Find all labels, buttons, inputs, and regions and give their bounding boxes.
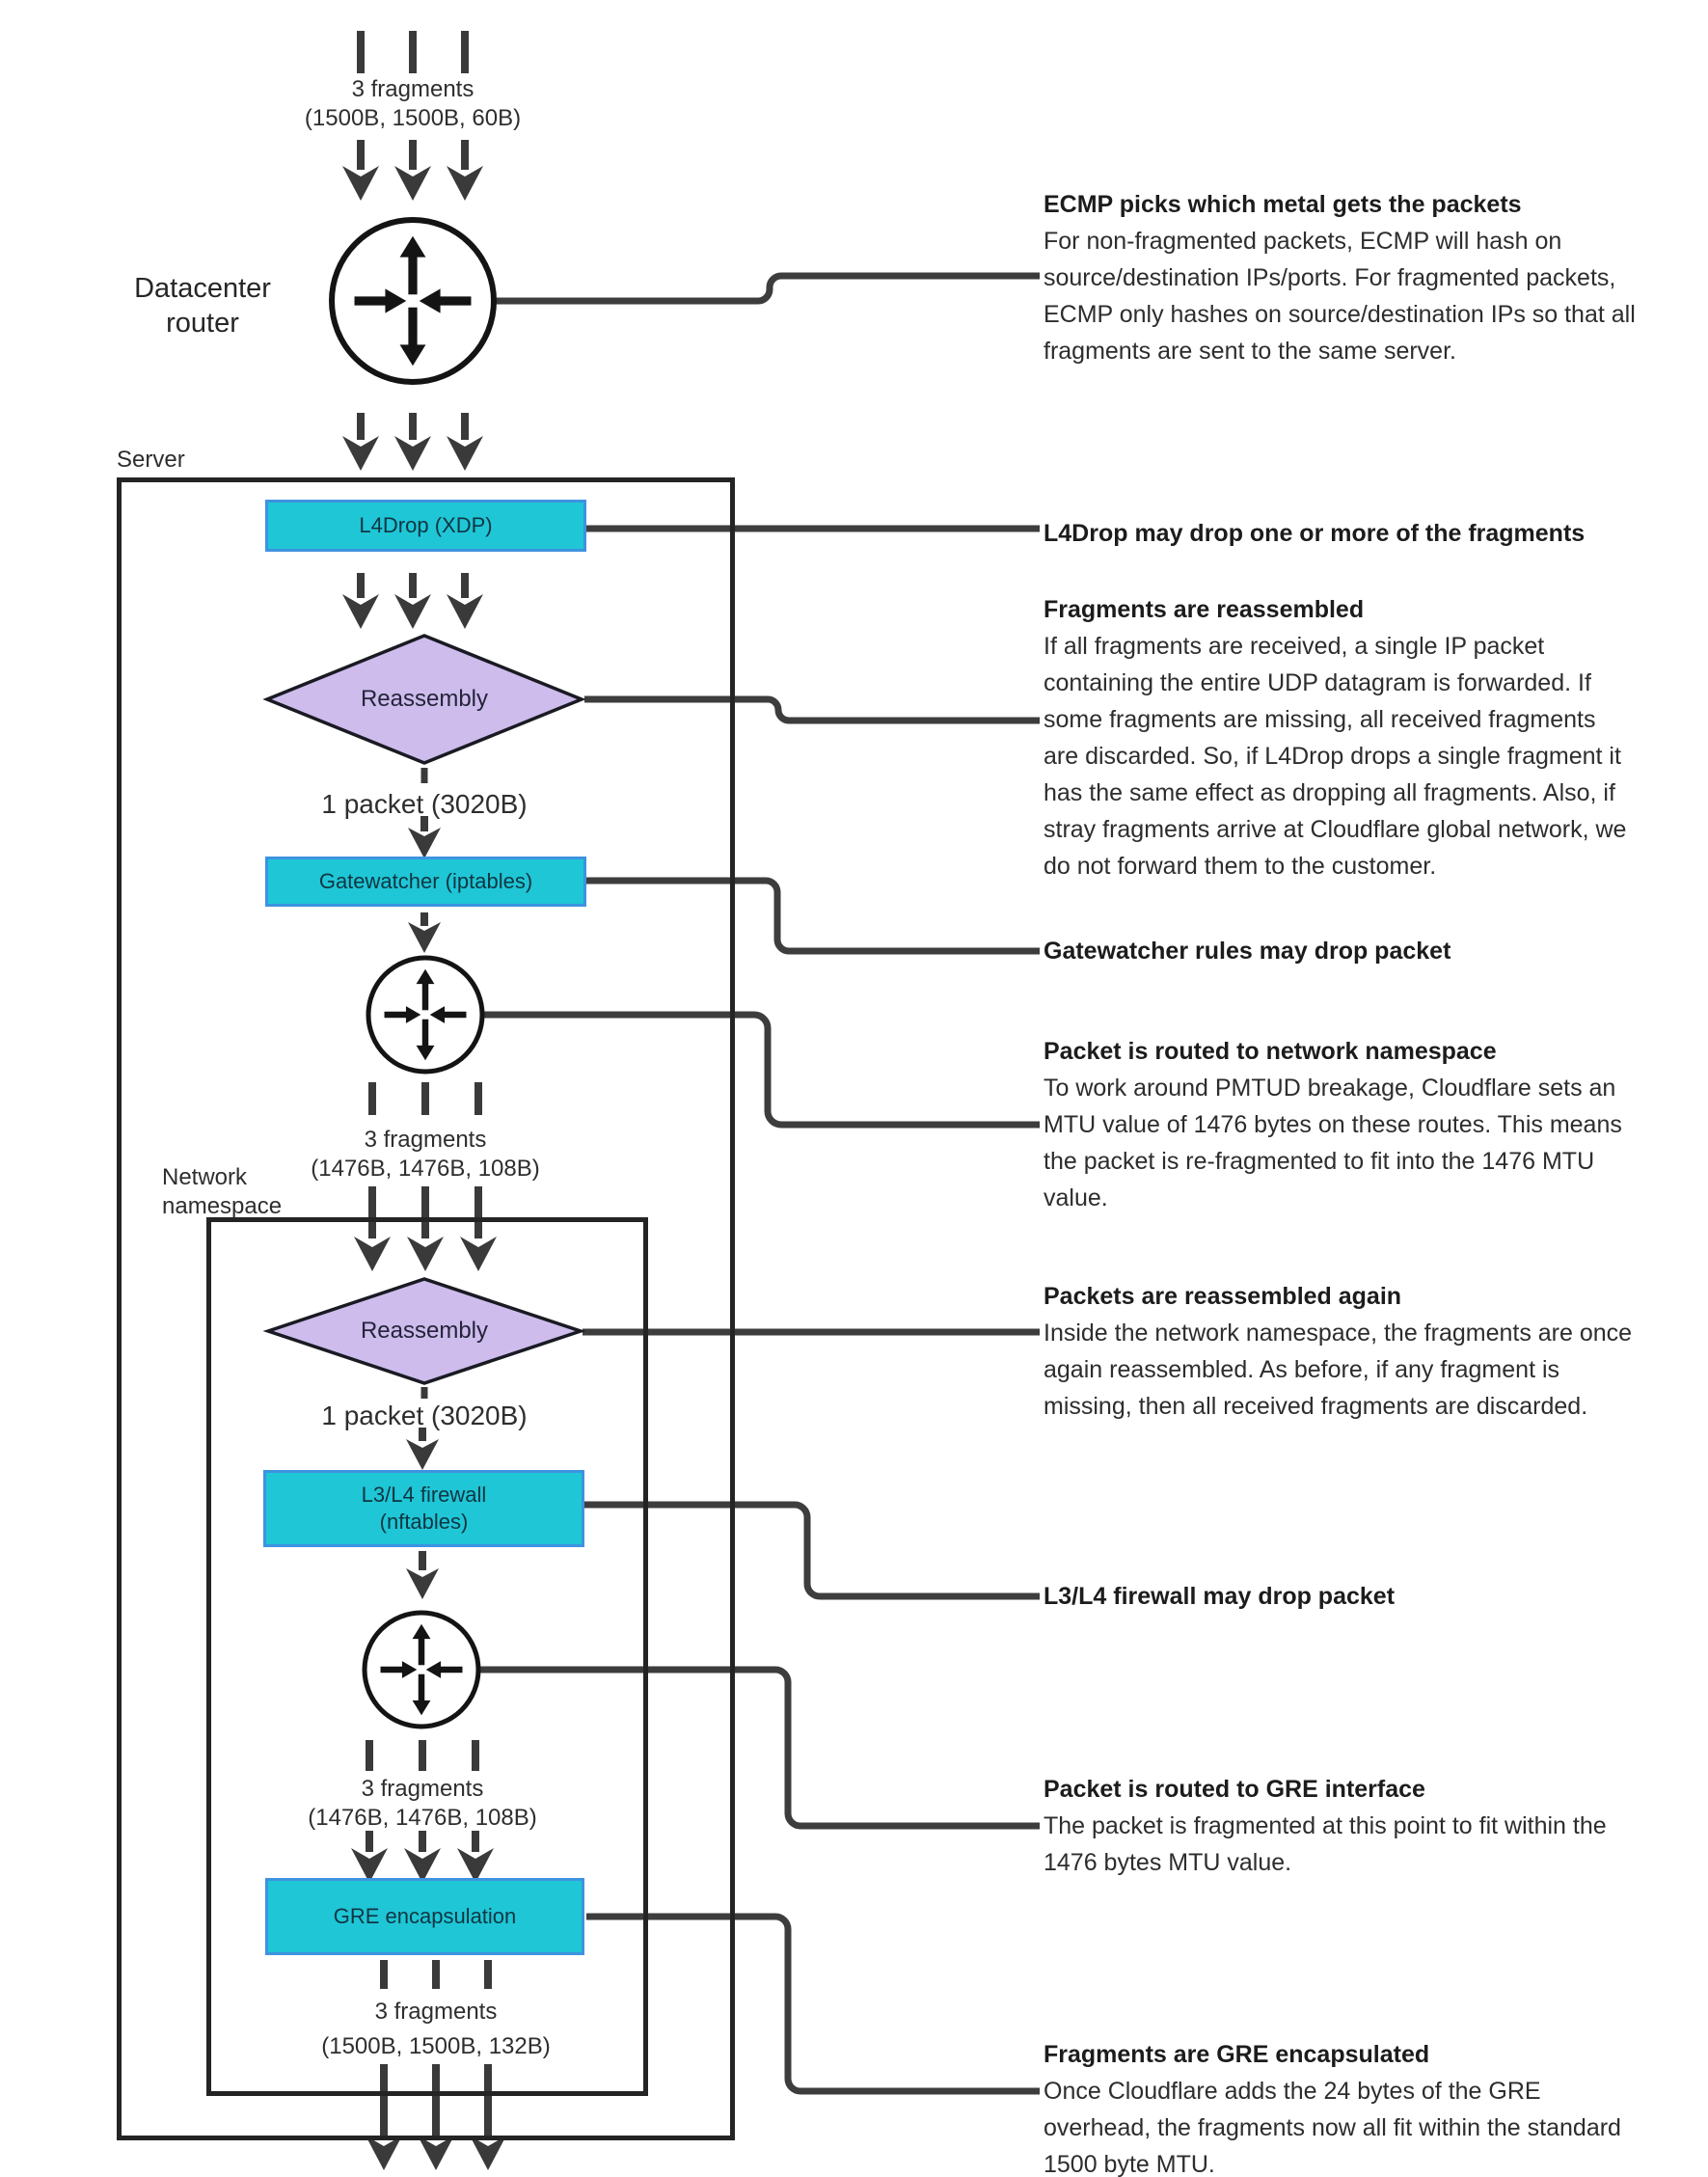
note-gre-encap — [1044, 2036, 1708, 2177]
note-ecmp-title: ECMP picks which metal gets the packets — [1044, 191, 1522, 218]
firewall-label-line2: (nftables) — [379, 1510, 469, 1534]
note-line: To work around PMTUD breakage, Cloudflare sets an — [1044, 1075, 1616, 1102]
arrows-into-router — [342, 140, 483, 201]
note-reassembled-again — [1044, 1278, 1708, 1425]
note-gre-route-title: Packet is routed to GRE interface — [1044, 1776, 1425, 1803]
l4drop-label: L4Drop (XDP) — [359, 513, 493, 537]
note-line: ECMP only hashes on source/destination IPs so that all — [1044, 301, 1636, 328]
top-fragments-count: 3 fragments — [351, 76, 474, 102]
note-line: source/destination IPs/ports. For fragmented packets, — [1044, 264, 1616, 291]
note-line: fragments are sent to the same server. — [1044, 338, 1456, 365]
datacenter-router-label — [87, 271, 318, 340]
note-ecmp — [1044, 186, 1708, 369]
top-fragments-sizes: (1500B, 1500B, 60B) — [304, 105, 522, 131]
gre-label: GRE encapsulation — [333, 1904, 517, 1928]
note-reassembled — [1044, 591, 1708, 884]
note-gre-encap-title: Fragments are GRE encapsulated — [1044, 2041, 1430, 2068]
reassembly-1-label: Reassembly — [360, 686, 489, 712]
note-line: overhead, the fragments now all fit within the standard — [1044, 2114, 1621, 2141]
note-gre-route — [1044, 1771, 1708, 1881]
note-line: Once Cloudflare adds the 24 bytes of the GRE — [1044, 2078, 1541, 2105]
mid-fragments-sizes: (1476B, 1476B, 108B) — [311, 1156, 540, 1182]
gre-fragments-sizes: (1476B, 1476B, 108B) — [308, 1805, 537, 1831]
reassembly-2-label: Reassembly — [360, 1318, 489, 1344]
note-gatewatcher — [1044, 933, 1708, 969]
note-firewall — [1044, 1578, 1708, 1615]
note-line: MTU value of 1476 bytes on these routes. This means — [1044, 1111, 1622, 1138]
note-line: again reassembled. As before, if any fragment is — [1044, 1356, 1560, 1383]
datacenter-router-label-line1: Datacenter — [134, 273, 271, 304]
note-netns-route-title: Packet is routed to network namespace — [1044, 1038, 1497, 1065]
note-line: missing, then all received fragments are discarded. — [1044, 1393, 1588, 1420]
gre-fragments-count: 3 fragments — [361, 1776, 484, 1802]
note-reassembled-title: Fragments are reassembled — [1044, 596, 1365, 623]
note-line: Inside the network namespace, the fragments are once — [1044, 1320, 1633, 1347]
note-line: are discarded. So, if L4Drop drops a single fragment it — [1044, 743, 1621, 770]
note-firewall-title: L3/L4 firewall may drop packet — [1044, 1583, 1396, 1610]
note-line: If all fragments are received, a single IP packet — [1044, 633, 1545, 660]
firewall-box — [263, 1470, 584, 1547]
note-line: the packet is re-fragmented to fit into the 1476 MTU — [1044, 1148, 1595, 1175]
note-line: For non-fragmented packets, ECMP will hash on — [1044, 228, 1562, 255]
gre-box — [265, 1878, 584, 1955]
note-line: containing the entire UDP datagram is forwarded. If — [1044, 669, 1591, 696]
packet-2-label: 1 packet (3020B) — [321, 1401, 528, 1430]
l4drop-box — [265, 500, 586, 552]
bottom-fragments-count: 3 fragments — [374, 1999, 498, 2025]
note-line: some fragments are missing, all received fragments — [1044, 706, 1596, 733]
bottom-fragments-sizes: (1500B, 1500B, 132B) — [321, 2033, 551, 2059]
network-namespace-label-line2: namespace — [162, 1193, 283, 1219]
connector-datacenter-router — [496, 276, 1040, 301]
firewall-label-line1: L3/L4 firewall — [361, 1483, 487, 1507]
note-line: stray fragments arrive at Cloudflare global network, we — [1044, 816, 1627, 843]
note-reassembled-again-title: Packets are reassembled again — [1044, 1283, 1402, 1310]
note-line: 1476 bytes MTU value. — [1044, 1849, 1292, 1876]
note-gatewatcher-title: Gatewatcher rules may drop packet — [1044, 938, 1451, 965]
datacenter-router-label-line2: router — [166, 308, 239, 339]
gatewatcher-box — [265, 857, 586, 907]
note-l4drop-title: L4Drop may drop one or more of the fragments — [1044, 520, 1586, 547]
gatewatcher-label: Gatewatcher (iptables) — [318, 869, 533, 893]
incoming-fragment-dashes — [361, 31, 465, 73]
arrows-into-server — [342, 413, 483, 471]
note-line: do not forward them to the customer. — [1044, 853, 1437, 880]
note-line: 1500 byte MTU. — [1044, 2151, 1215, 2177]
packet-1-label: 1 packet (3020B) — [321, 789, 528, 819]
note-l4drop — [1044, 515, 1708, 552]
server-label: Server — [117, 447, 185, 473]
note-line: has the same effect as dropping all fragments. Also, if — [1044, 779, 1615, 806]
network-namespace-label-line1: Network — [162, 1164, 248, 1190]
note-line: The packet is fragmented at this point to fit within the — [1044, 1812, 1607, 1839]
network-namespace-label — [162, 1163, 282, 1221]
datacenter-router-icon — [332, 220, 494, 382]
note-netns-route — [1044, 1033, 1708, 1216]
mid-fragments-count: 3 fragments — [364, 1127, 487, 1153]
note-line: value. — [1044, 1184, 1108, 1211]
